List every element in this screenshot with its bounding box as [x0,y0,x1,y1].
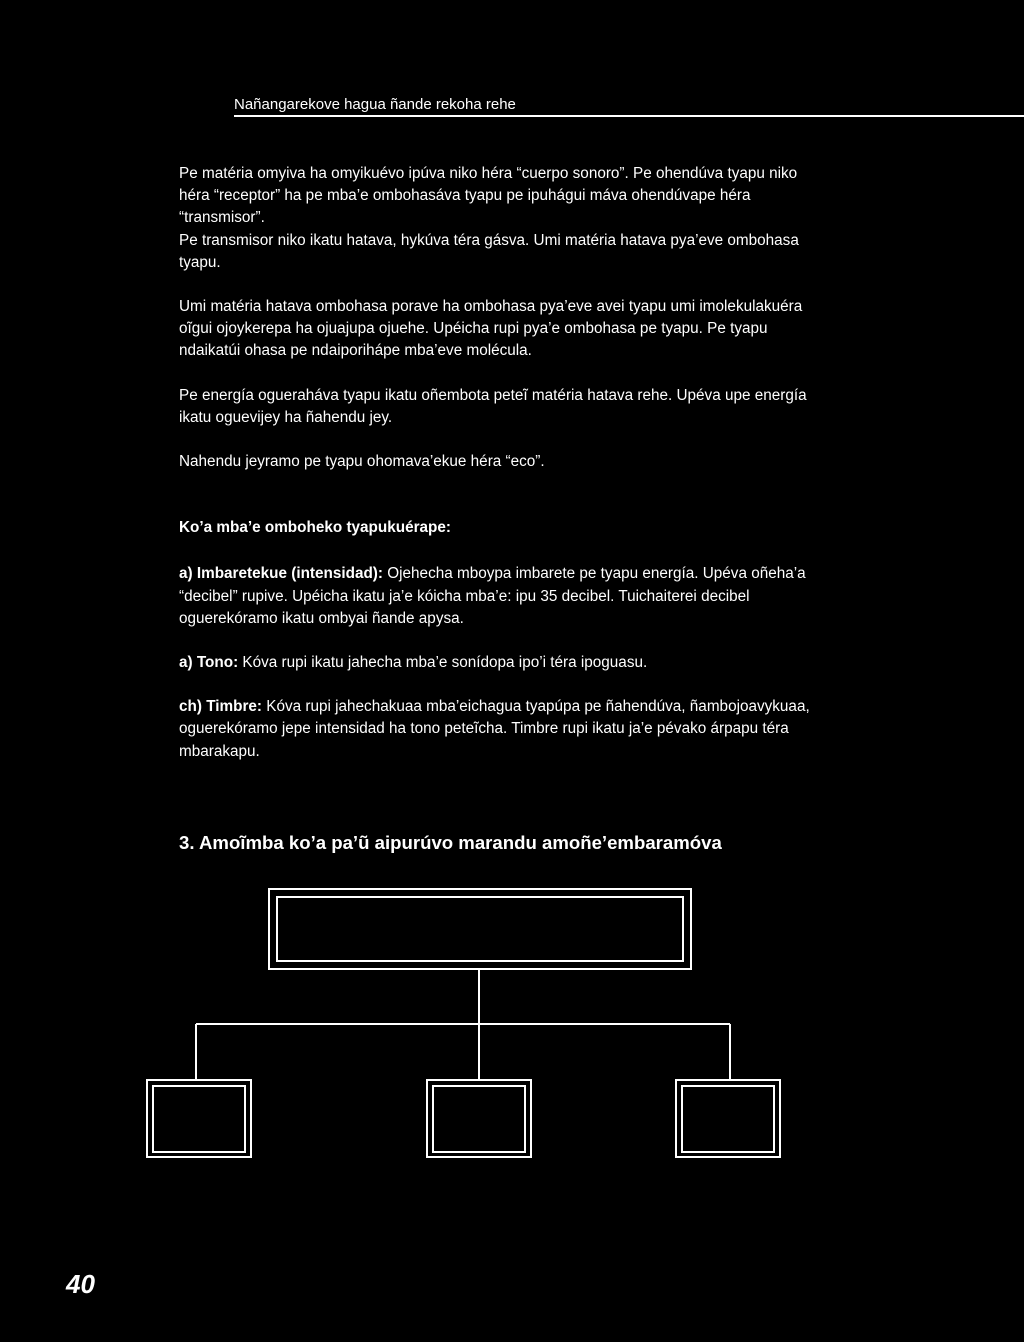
paragraph-energy: Pe energía oguerahávа tyapu ikatu oñembota peteĩ matéria hatava rehe. Upéva upe energía ikatu oguevijey ha ñahendu jey. [179,386,807,426]
quality-tone-label: a) Tono: [179,654,239,672]
qualities-heading: Ko’a mba’e omboheko tyapukuérape: [179,519,452,537]
concept-map-box-center[interactable] [427,1080,531,1157]
page-number: 40 [66,1269,95,1299]
body-text [179,163,819,785]
paragraph-sound-body: Pe matéria omyiva ha omyikuévo ipúva niko héra “cuerpo sonoro”. Pe ohendúva tyapu niko héra “receptor” ha pe mba’e ombohasáva tyapu pe ipuhágui máva ohendúvape héra “transmisor”. [179,165,798,227]
paragraph-solid-matter: Umi matéria hatava ombohasa porave ha ombohasa pya’eve avei tyapu umi imolekulakuéra oĩgui ojoykerepa ha ojuajupa ojuehe. Upéicha rupi pya’e ombohasa pe tyapu. Pe tyapu ndaikatúi ohasa pe ndaiporihápe mba’eve molécula. [179,298,803,360]
quality-intensity-label: a) Imbaretekue (intensidad): [179,565,383,583]
concept-map-top-box[interactable] [269,889,691,969]
quality-timbre-label: ch) Timbre: [179,698,263,716]
section-title: 3. Amoĩmba ko’a pa’ũ aipurúvo marandu amoñe’embaramóva [179,832,722,853]
concept-map-box-left[interactable] [147,1080,251,1157]
paragraph-echo: Nahendu jeyramo pe tyapu ohomava’ekue héra “eco”. [179,453,545,471]
concept-map-connectors [196,969,730,1080]
quality-tone [179,652,819,674]
header-rule [226,115,1024,117]
quality-intensity [179,563,819,630]
quality-intensity-text: Ojehecha mboypa imbarete pe tyapu energía. Upéva oñeha’a “decibel” rupive. Upéicha ikatu ja’e kóicha mba’e: ipu 35 decibel. Tuichaiterei decibel oguerekóramo ikatu ombyai ñande apysa. [179,565,806,627]
running-header [226,96,1024,118]
quality-tone-text: Kóva rupi ikatu jahecha mba’e sonídopa ipo’i téra ipoguasu. [238,654,648,672]
paragraph-transmitter: Pe transmisor niko ikatu hatava, hykúva téra gásva. Umi matéria hatava pya’eve ombohasa tyapu. [179,231,799,271]
quality-timbre [179,696,819,763]
running-header-title: Nañangarekove hagua ñande rekoha rehe [234,96,516,113]
quality-timbre-text: Kóva rupi jahechakuaa mba’eichagua tyapúpa pe ñahendúva, ñambojoavykuaa, oguerekóramo jepe intensidad ha tono peteĩcha. Timbre rupi ikatu ja’e pévako árpapu téra mbarakapu. [179,698,810,760]
concept-map-box-right[interactable] [676,1080,780,1157]
